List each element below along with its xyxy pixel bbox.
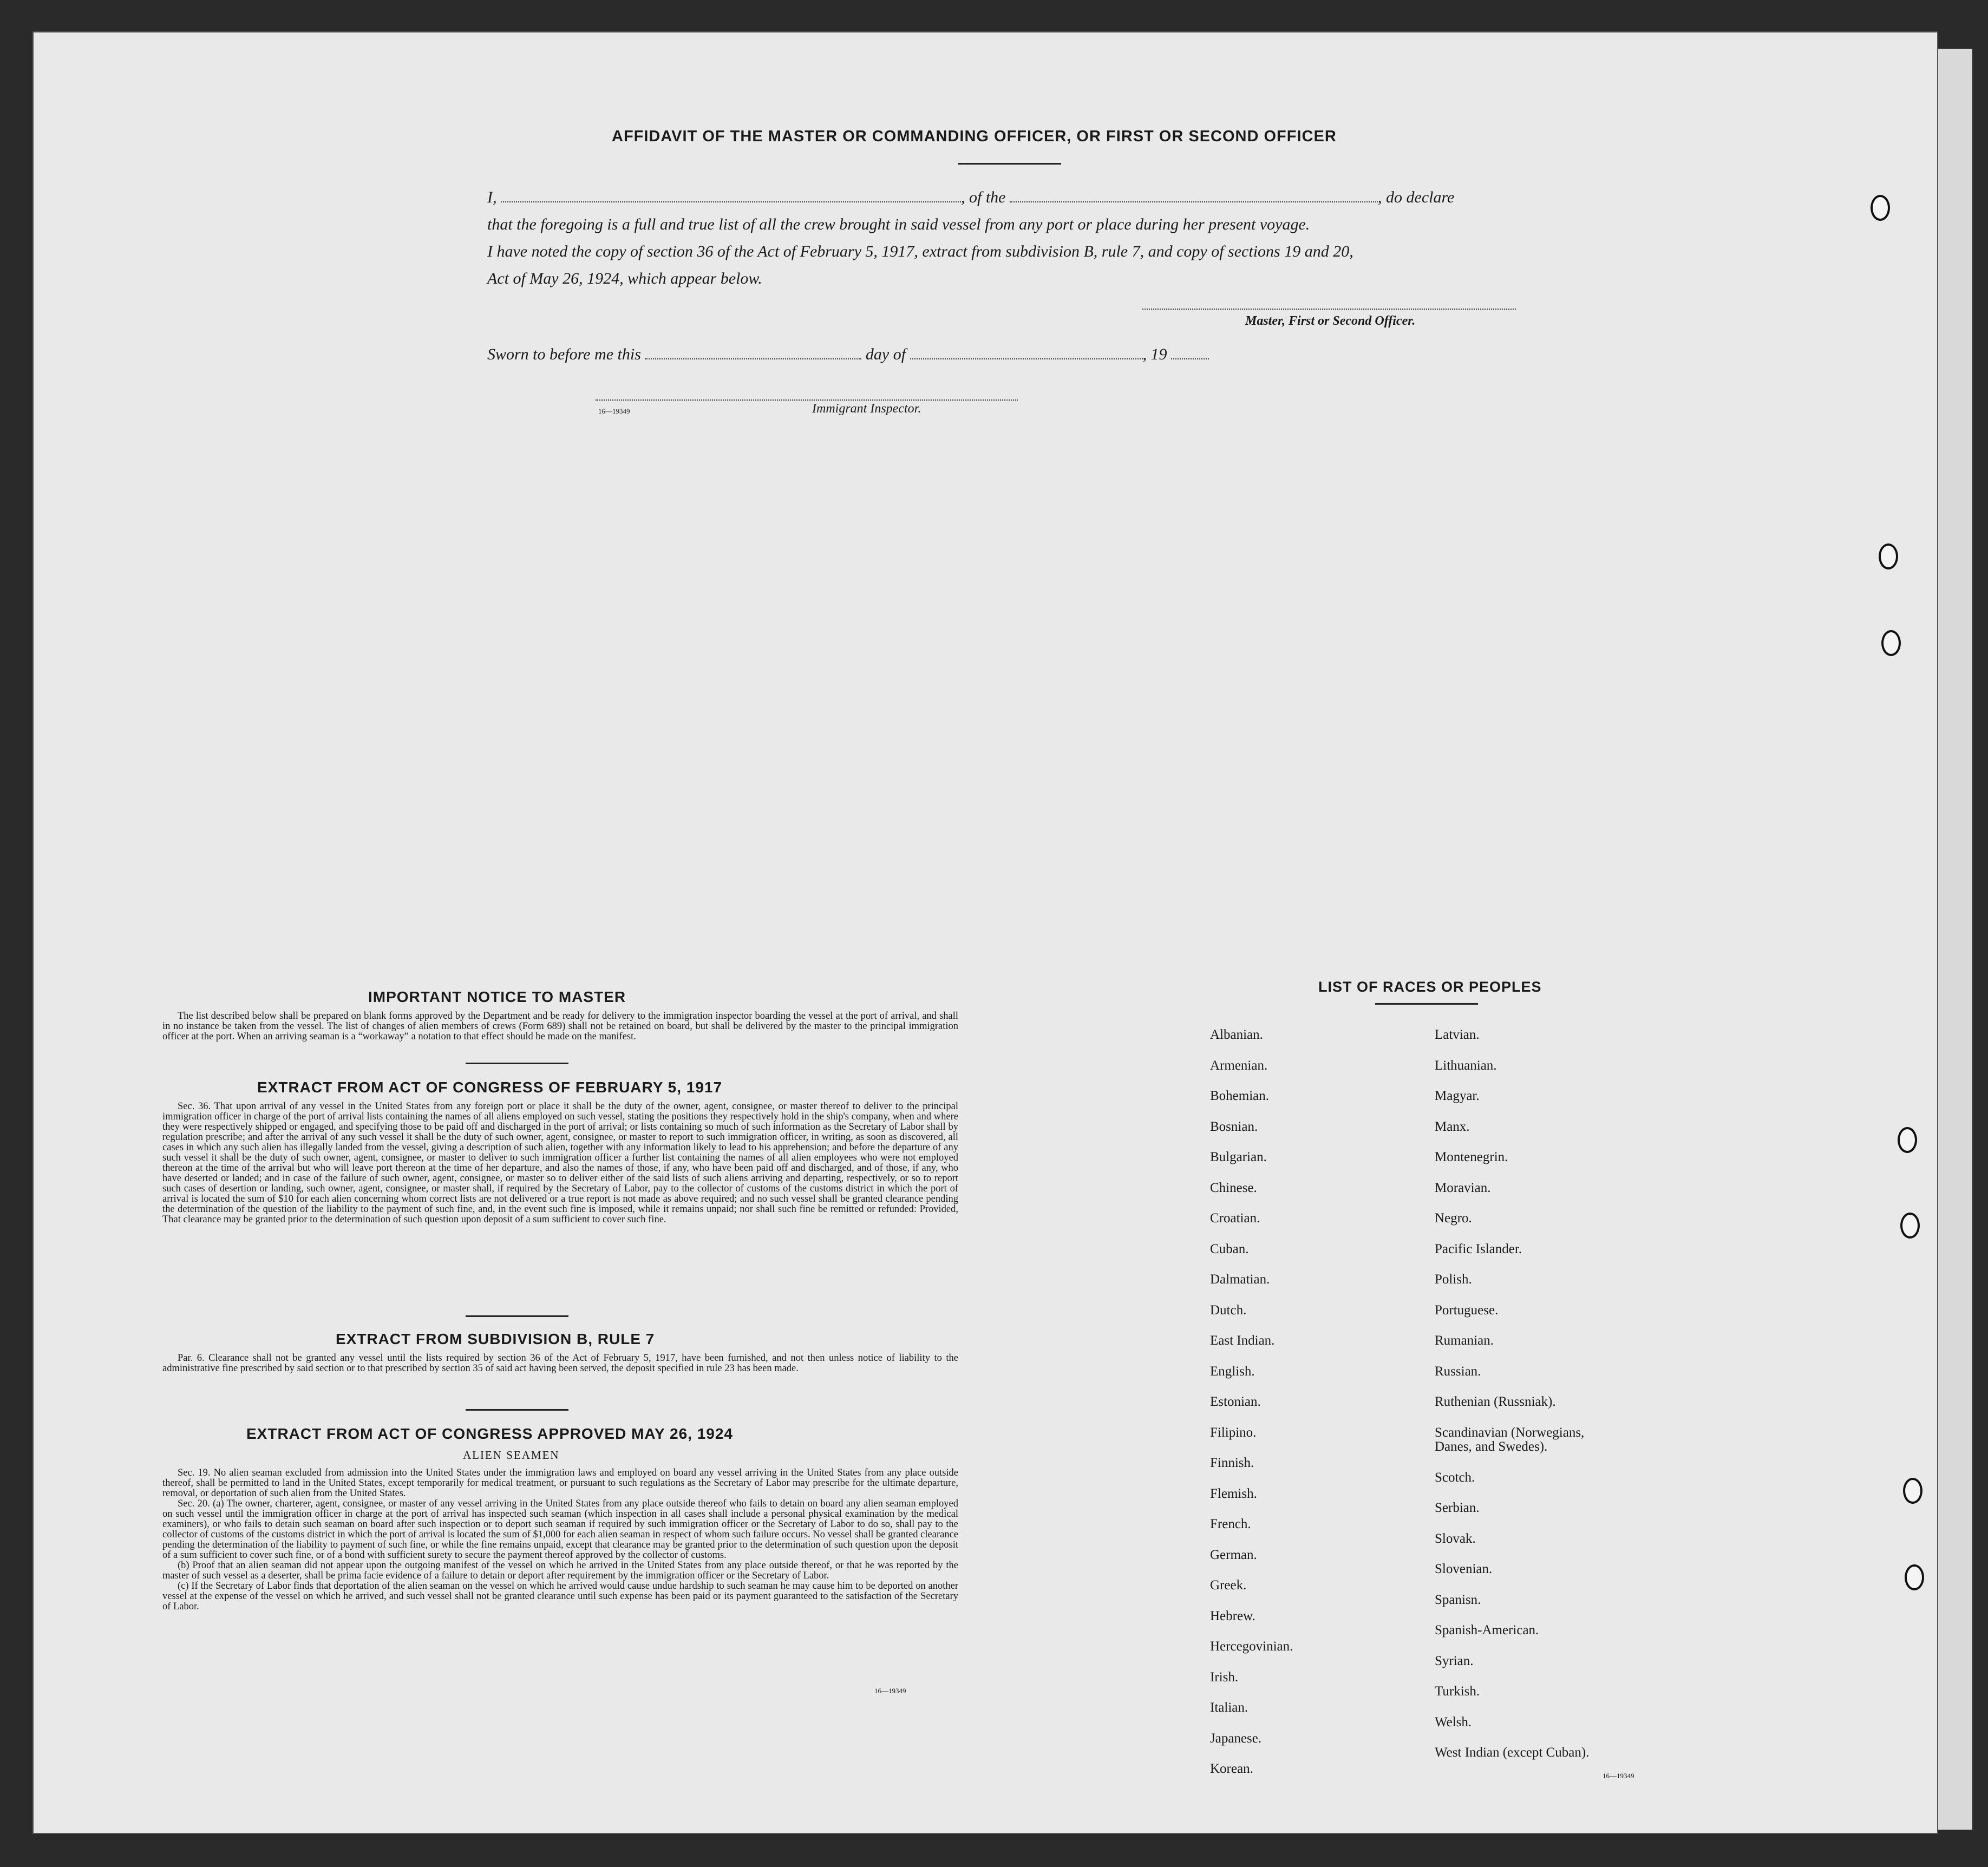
- master-name-blank[interactable]: [501, 191, 961, 202]
- race-item: Rumanian.: [1435, 1333, 1494, 1348]
- extract-1917-title: EXTRACT FROM ACT OF CONGRESS OF FEBRUARY 5, 1917: [257, 1079, 723, 1096]
- affidavit-line-4: Act of May 26, 1924, which appear below.: [487, 270, 762, 287]
- race-item: Scandinavian (Norwegians,: [1435, 1425, 1585, 1440]
- race-item: French.: [1210, 1517, 1251, 1531]
- race-item: Montenegrin.: [1435, 1150, 1508, 1164]
- form-number-top: 16—19349: [598, 407, 630, 415]
- form-number-bottom-right: 16—19349: [1603, 1772, 1634, 1780]
- race-item: Dalmatian.: [1210, 1272, 1270, 1287]
- sec-20a-paragraph: Sec. 20. (a) The owner, charterer, agent, consignee, or master of any vessel arriving in the United States from any place outside thereof who fails to detain on board any alien seaman employed on such vessel until the immigration officer in charge at the port of arrival has inspected such seaman (which inspection in all cases shall include a personal physical examination by the medical examiners), or who fails to detain such seaman on board after such inspection or to deport such seaman if required by such immigration officer or the Secretary of Labor to do so, shall pay to the collector of customs of the customs district in which the port of arrival is located the sum of $1,000 for each alien seaman in respect of whom such failure occurs. No vessel shall be granted clearance pending the determination of the liability to payment of such fine, or while the fine remains unpaid, except that clearance may be granted prior to the determination of such question upon the deposit of a sum sufficient to cover such fine, or of a bond with sufficient surety to secure the payment thereof approved by the collector of customs.: [162, 1498, 958, 1561]
- par-6-paragraph: Par. 6. Clearance shall not be granted any vessel until the lists required by section 36 of the Act of February 5, 1917, have been furnished, and not then unless notice of liability to the administrative fine prescribed by said section or to that prescribed by section 35 of said act having been served, the deposit specified in rule 23 has been made.: [162, 1353, 958, 1374]
- race-item: Irish.: [1210, 1669, 1239, 1685]
- sworn-line: [487, 345, 1209, 364]
- race-item: Bohemian.: [1210, 1089, 1270, 1103]
- races-divider: [1375, 1003, 1478, 1005]
- extract-1924-text: [162, 1468, 958, 1612]
- extract-1924-title: EXTRACT FROM ACT OF CONGRESS APPROVED MAY 26, 1924: [246, 1425, 733, 1442]
- binder-hole: [1879, 543, 1898, 569]
- year-label: , 19: [1142, 345, 1167, 363]
- race-item: Turkish.: [1435, 1684, 1480, 1699]
- notice-text: [162, 1011, 958, 1042]
- sworn-year-blank[interactable]: [1171, 348, 1209, 359]
- race-item: Portuguese.: [1435, 1302, 1499, 1318]
- affidavit-declare-label: , do declare: [1378, 188, 1455, 206]
- race-item: Slovak.: [1435, 1531, 1476, 1546]
- race-item: Italian.: [1210, 1700, 1248, 1715]
- binder-hole: [1881, 630, 1901, 656]
- race-item: Flemish.: [1210, 1486, 1257, 1501]
- binder-hole: [1900, 1213, 1920, 1239]
- affidavit-line-1: [487, 188, 1454, 207]
- race-item: Magyar.: [1435, 1089, 1480, 1103]
- race-item: Ruthenian (Russniak).: [1435, 1394, 1556, 1409]
- sec-20b-paragraph: (b) Proof that an alien seaman did not appear upon the outgoing manifest of the vessel on which he arrived in the United States from any place outside thereof, or that he was reported by the master of such vessel as a deserter, shall be prima facie evidence of a failure to detain or deport after requirement by the immigration officer or the Secretary of Labor.: [162, 1560, 958, 1581]
- race-item: Dutch.: [1210, 1302, 1247, 1318]
- affidavit-line-2: that the foregoing is a full and true list of all the crew brought in said vessel from any port or place during her present voyage.: [487, 215, 1310, 233]
- race-item: Korean.: [1210, 1761, 1253, 1776]
- binder-hole: [1905, 1564, 1924, 1590]
- races-title: LIST OF RACES OR PEOPLES: [1318, 979, 1542, 995]
- race-item: Syrian.: [1435, 1653, 1474, 1668]
- race-item: Spanisn.: [1435, 1592, 1481, 1607]
- race-item: Slovenian.: [1435, 1562, 1493, 1576]
- alien-seamen-heading: ALIEN SEAMEN: [463, 1449, 560, 1462]
- race-item: Finnish.: [1210, 1456, 1254, 1470]
- extract-rule7-text: [162, 1353, 958, 1374]
- binder-hole: [1898, 1127, 1917, 1153]
- document-page: [32, 31, 1938, 1834]
- race-item: Bulgarian.: [1210, 1150, 1267, 1164]
- sec-36-paragraph: Sec. 36. That upon arrival of any vessel in the United States from any foreign port or place it shall be the duty of the owner, agent, consignee, or master thereof to deliver to the principal immigration officer in charge of the port of arrival lists containing the names of all aliens employed on such vessel, stating the positions they respectively hold in the ship's company, when and where they were respectively shipped or engaged, and specifying those to be paid off and discharged in the port of arrival; or lists containing so much of such information as the Secretary of Labor shall by regulation prescribe; and after the arrival of any such vessel it shall be the duty of such owner, agent, consignee, or master to report to such immigration officer, in writing, as soon as discovered, all cases in which any such alien has illegally landed from the vessel, giving a description of such alien, together with any information likely to lead to his apprehension; and before the departure of any such vessel it shall be the duty of such owner, agent, consignee, or master to deliver to such immigration officer a further list containing the names of all alien employees who were not employed thereon at the time of the arrival but who will leave port thereon at the time of her departure, and also the names of those, if any, who have been paid off and discharged, and of those, if any, who have deserted or landed; and in case of the failure of such owner, agent, consignee, or master so to deliver either of the said lists of such aliens arriving and departing, respectively, or so to report such cases of desertion or landing, such owner, agent, consignee, or master shall, if required by the Secretary of Labor, pay to the collector of customs of the customs district in which the port of arrival is located the sum of $10 for each alien concerning whom correct lists are not delivered or a true report is not made as above required; and no such vessel shall be granted clearance pending the determination of the question of the liability to the payment of such fine, and, in the event such fine is imposed, while it remains unpaid; nor shall such fine be remitted or refunded: Provided, That clearance may be granted prior to the determination of such question upon deposit of a sum sufficient to cover such fine.: [162, 1101, 958, 1225]
- race-item: Scotch.: [1435, 1470, 1475, 1485]
- race-item: Hebrew.: [1210, 1608, 1255, 1623]
- race-item: Lithuanian.: [1435, 1058, 1497, 1073]
- race-item: Serbian.: [1435, 1501, 1480, 1515]
- race-item: Negro.: [1435, 1211, 1472, 1226]
- sworn-day-blank[interactable]: [645, 348, 861, 359]
- notice-paragraph: The list described below shall be prepared on blank forms approved by the Department and be ready for delivery to the immigration inspector boarding the vessel at the port of arrival, and shall in no instance be taken from the vessel. The list of changes of alien members of crews (Form 689) shall not be retained on board, but shall be delivered by the master to the principal immigration officer at the port. When an arriving seaman is a “workaway” a notation to that effect should be made on the manifest.: [162, 1011, 958, 1042]
- extract-rule7-title: EXTRACT FROM SUBDIVISION B, RULE 7: [336, 1331, 655, 1347]
- section-divider-2: [466, 1315, 568, 1317]
- binder-hole: [1871, 195, 1890, 221]
- signature-label: Master, First or Second Officer.: [1245, 314, 1416, 328]
- sworn-label: Sworn to before me this: [487, 345, 641, 363]
- race-item: Latvian.: [1435, 1027, 1480, 1042]
- race-item: English.: [1210, 1364, 1255, 1379]
- inspector-label: Immigrant Inspector.: [812, 402, 921, 416]
- affidavit-line-3: I have noted the copy of section 36 of the Act of February 5, 1917, extract from subdivision B, rule 7, and copy of sections 19 and 20,: [487, 243, 1353, 260]
- race-item: Cuban.: [1210, 1241, 1249, 1256]
- notice-title: IMPORTANT NOTICE TO MASTER: [368, 988, 626, 1005]
- inspector-signature-line[interactable]: [596, 399, 1018, 401]
- race-item: Russian.: [1435, 1364, 1481, 1379]
- race-item: East Indian.: [1210, 1333, 1275, 1348]
- form-number-bottom-left: 16—19349: [874, 1687, 906, 1695]
- race-item: Bosnian.: [1210, 1119, 1258, 1134]
- section-divider-1: [466, 1063, 568, 1064]
- affidavit-i-label: I,: [487, 188, 497, 206]
- race-item: Danes, and Swedes).: [1435, 1439, 1548, 1454]
- sworn-month-blank[interactable]: [910, 348, 1143, 359]
- day-of-label: day of: [865, 345, 906, 363]
- race-item: Hercegovinian.: [1210, 1639, 1293, 1654]
- race-item: Albanian.: [1210, 1027, 1263, 1042]
- sec-20c-paragraph: (c) If the Secretary of Labor finds that deportation of the alien seaman on the vessel on which he arrived would cause undue hardship to such seaman he may cause him to be deported on another vessel at the expense of the vessel on which he arrived, and such vessel shall not be granted clearance until such expense has been paid or its payment guaranteed to the satisfaction of the Secretary of Labor.: [162, 1581, 958, 1612]
- race-item: Moravian.: [1435, 1180, 1491, 1195]
- race-item: Filipino.: [1210, 1425, 1257, 1440]
- extract-1917-text: [162, 1102, 958, 1225]
- signature-line[interactable]: [1142, 309, 1516, 310]
- race-item: Japanese.: [1210, 1731, 1262, 1746]
- binder-hole: [1903, 1478, 1922, 1504]
- section-divider-3: [466, 1409, 568, 1411]
- race-item: Polish.: [1435, 1272, 1472, 1287]
- race-item: Chinese.: [1210, 1180, 1257, 1195]
- vessel-name-blank[interactable]: [1010, 191, 1378, 202]
- affidavit-title: AFFIDAVIT OF THE MASTER OR COMMANDING OFFICER, OR FIRST OR SECOND OFFICER: [612, 128, 1337, 145]
- title-divider: [958, 163, 1061, 165]
- race-item: Pacific Islander.: [1435, 1241, 1522, 1256]
- race-item: Estonian.: [1210, 1394, 1261, 1409]
- race-item: Welsh.: [1435, 1714, 1472, 1730]
- race-item: Spanish-American.: [1435, 1623, 1539, 1637]
- race-item: German.: [1210, 1547, 1257, 1562]
- race-item: West Indian (except Cuban).: [1435, 1745, 1590, 1760]
- race-item: Armenian.: [1210, 1058, 1268, 1073]
- race-item: Croatian.: [1210, 1211, 1260, 1226]
- sec-19-paragraph: Sec. 19. No alien seaman excluded from admission into the United States under the immigration laws and employed on board any vessel arriving in the United States from any place outside thereof, shall be permitted to land in the United States, except temporarily for medical treatment, or pursuant to such regulations as the Secretary of Labor may prescribe for the ultimate departure, removal, or deportation of such alien from the United States.: [162, 1468, 958, 1499]
- affidavit-of-the-label: , of the: [961, 188, 1006, 206]
- race-item: Greek.: [1210, 1578, 1247, 1593]
- race-item: Manx.: [1435, 1119, 1470, 1134]
